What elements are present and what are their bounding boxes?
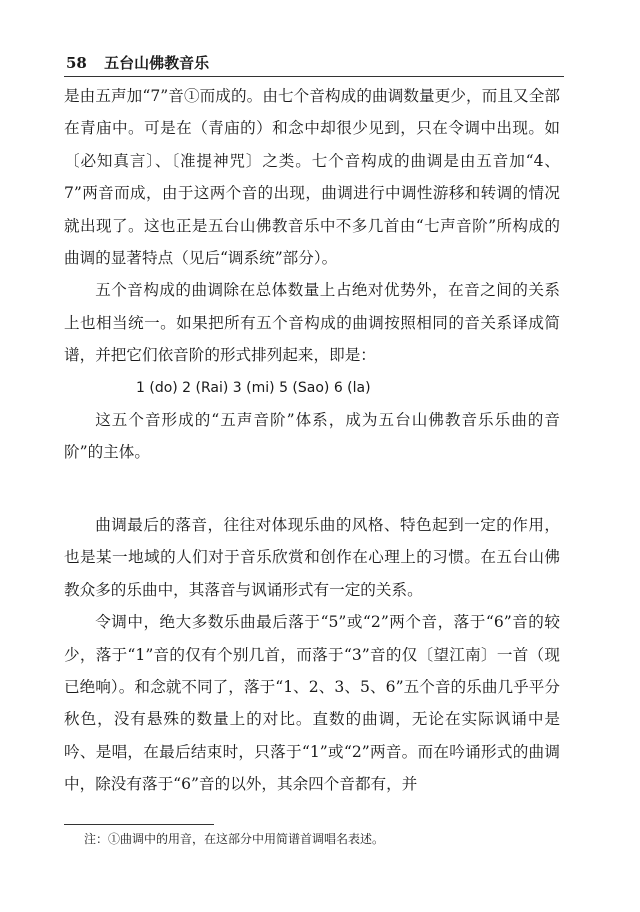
footnote: 注：①曲调中的用音，在这部分中用简谱首调唱名表述。 [84, 832, 385, 846]
scale-notation: 1 (do) 2 (Rai) 3 (mi) 5 (Sao) 6 (la) [136, 379, 371, 396]
footnote-rule [64, 824, 214, 825]
paragraph-2: 五个音构成的曲调除在总体数量上占绝对优势外，在音之间的关系上也相当统一。如果把所有五个音构成的曲调按照相同的音关系译成简谱，并把它们依音阶的形式排列起来，即是： [64, 281, 560, 365]
body-text [64, 80, 560, 801]
running-header [66, 52, 566, 74]
section-gap [64, 469, 560, 509]
paragraph-4: 曲调最后的落音，往往对体现乐曲的风格、特色起到一定的作用，也是某一地域的人们对于音乐欣赏和创作在心理上的习惯。在五台山佛教众多的乐曲中，其落音与讽诵形式有一定的关系。 [64, 515, 560, 599]
paragraph-5: 令调中，绝大多数乐曲最后落于“5”或“2”两个音，落于“6”音的较少，落于“1”音的仅有个别几首，而落于“3”音的仅〔望江南〕一首（现已绝响）。和念就不同了，落于“1、2、3、5、6”五个音的乐曲几乎平分秋色，没有悬殊的数量上的对比。直数的曲调，无论在实际讽诵中是吟、是唱，在最后结束时，只落于“1”或“2”两音。而在吟诵形式的曲调中，除没有落于“6”音的以外，其余四个音都有，并 [64, 613, 560, 794]
book-title: 五台山佛教音乐 [104, 54, 210, 72]
header-rule [64, 76, 564, 77]
paragraph-1: 是由五声加“7”音①而成的。由七个音构成的曲调数量更少，而且又全部在青庙中。可是在（青庙的）和念中却很少见到，只在令调中出现。如〔必知真言〕、〔准提神咒〕之类。七个音构成的曲调是由五音加“4、7”两音而成，由于这两个音的出现，曲调进行中调性游移和转调的情况就出现了。这也正是五台山佛教音乐中不多几首由“七声音阶”所构成的曲调的显著特点（见后“调系统”部分）。 [64, 87, 560, 268]
page-number: 58 [66, 54, 87, 72]
paragraph-3: 这五个音形成的“五声音阶”体系，成为五台山佛教音乐乐曲的音阶”的主体。 [64, 411, 560, 462]
